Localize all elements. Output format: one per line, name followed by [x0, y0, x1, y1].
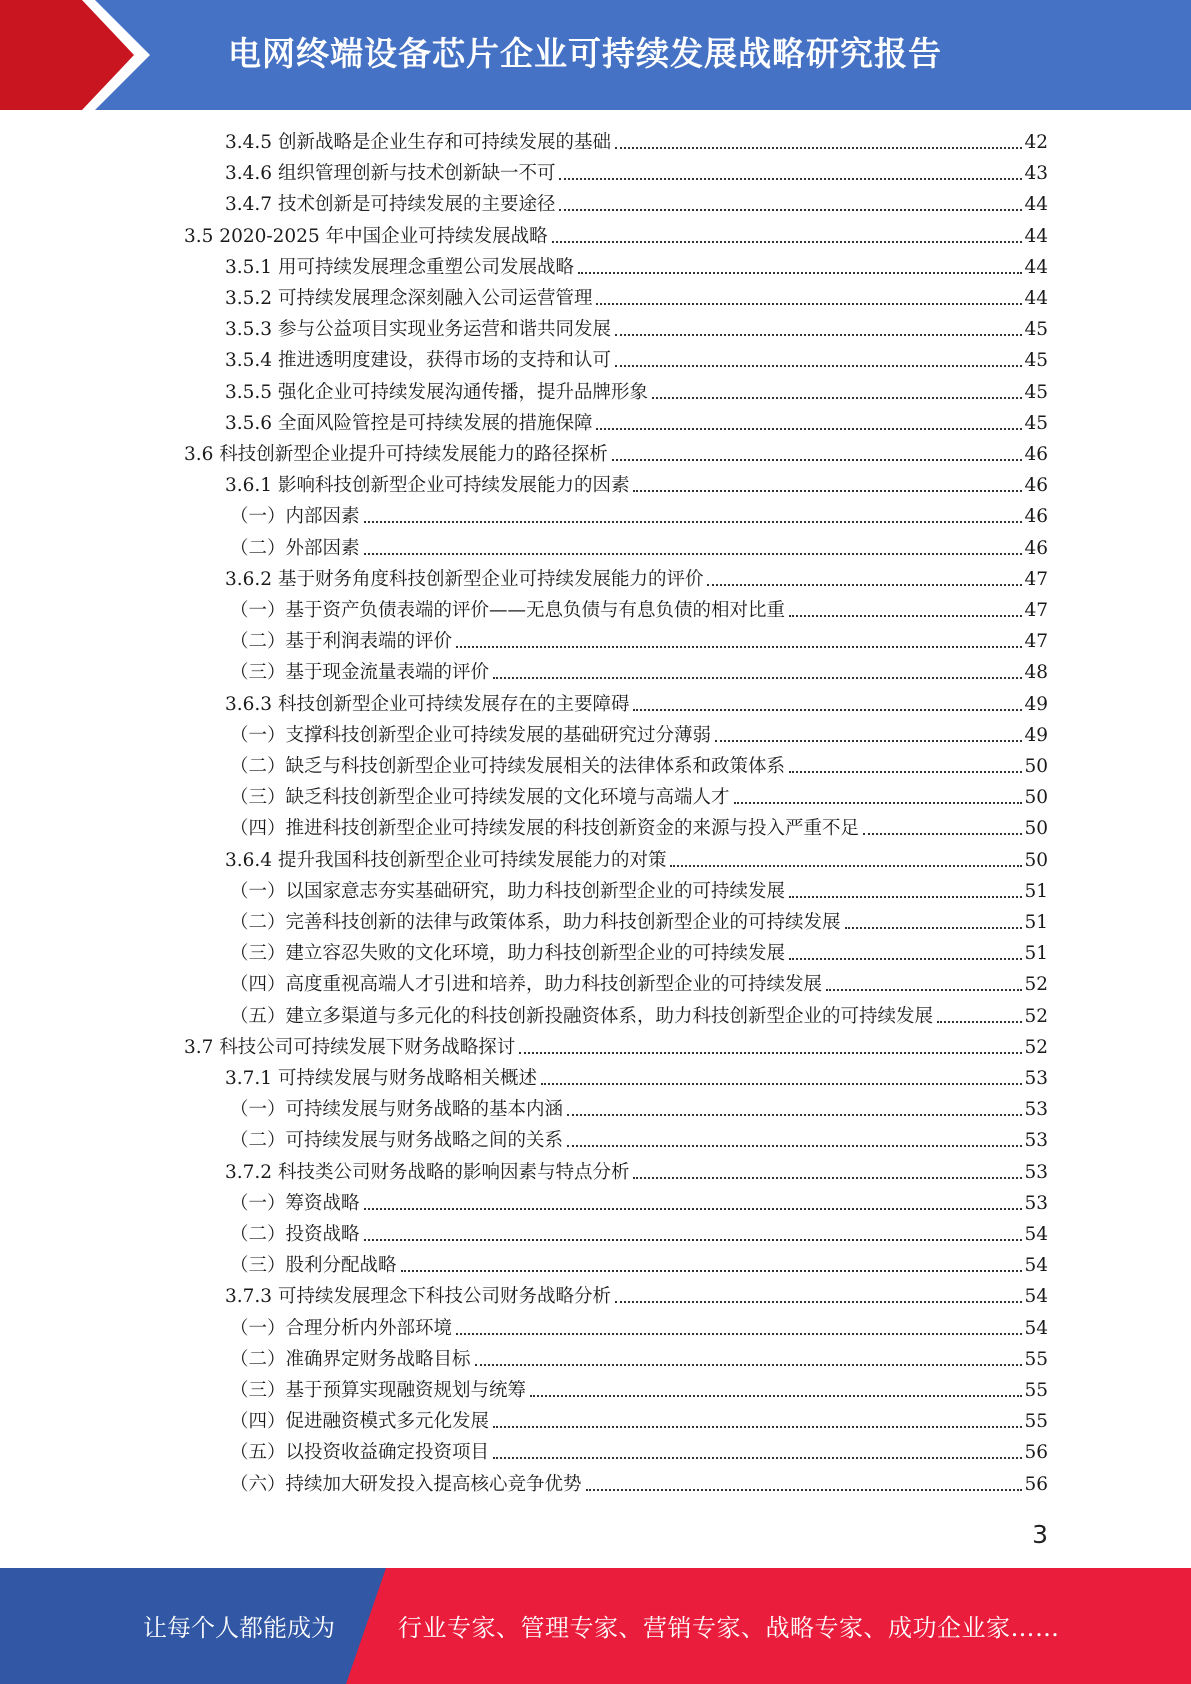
toc-entry-page: 44 [1024, 288, 1048, 309]
toc-entry[interactable] [225, 1063, 1048, 1094]
toc-entry-title: 3.4.6 组织管理创新与技术创新缺一不可 [225, 163, 556, 185]
toc-entry[interactable] [225, 470, 1048, 501]
toc-entry[interactable] [225, 1281, 1048, 1312]
toc-entry[interactable] [225, 283, 1048, 314]
toc-entry-title: （二）缺乏与科技创新型企业可持续发展相关的法律体系和政策体系 [230, 756, 786, 777]
toc-entry-title: （二）基于利润表端的评价 [230, 631, 453, 653]
toc-entry-title: （三）股利分配战略 [230, 1255, 397, 1277]
toc-entry-page: 47 [1024, 568, 1048, 590]
toc-entry-title: （三）建立容忍失败的文化环境，助力科技创新型企业的可持续发展 [230, 943, 786, 965]
toc-dot-leader [530, 1394, 1022, 1397]
toc-entry[interactable] [225, 158, 1048, 189]
toc-entry-title: 3.6 科技创新型企业提升可持续发展能力的路径探析 [184, 444, 608, 465]
toc-dot-leader [670, 864, 1022, 867]
toc-entry-title: （一）筹资战略 [230, 1192, 360, 1214]
toc-dot-leader [475, 1363, 1023, 1366]
toc-dot-leader [364, 1207, 1023, 1210]
toc-entry[interactable] [230, 720, 1048, 751]
toc-dot-leader [364, 1238, 1023, 1241]
toc-entry[interactable] [225, 252, 1048, 283]
toc-dot-leader [937, 1020, 1022, 1023]
toc-entry-title: （二）准确界定财务战略目标 [230, 1348, 471, 1370]
toc-entry[interactable] [230, 626, 1048, 657]
toc-entry[interactable] [230, 1469, 1048, 1500]
toc-entry[interactable] [230, 595, 1048, 626]
toc-dot-leader [845, 926, 1023, 929]
toc-dot-leader [456, 645, 1022, 648]
toc-entry[interactable] [230, 501, 1048, 532]
toc-entry-page: 47 [1024, 600, 1048, 621]
toc-dot-leader [567, 1144, 1022, 1147]
toc-entry[interactable] [230, 1344, 1048, 1375]
toc-entry[interactable] [230, 1125, 1048, 1156]
toc-entry[interactable] [230, 1375, 1048, 1406]
toc-dot-leader [364, 552, 1023, 555]
toc-entry-page: 50 [1024, 849, 1048, 871]
toc-entry-page: 42 [1024, 132, 1048, 153]
toc-entry[interactable] [225, 564, 1048, 595]
toc-entry-page: 47 [1024, 631, 1048, 653]
toc-entry[interactable] [230, 1001, 1048, 1032]
toc-dot-leader [789, 957, 1022, 960]
toc-dot-leader [615, 364, 1022, 367]
toc-dot-leader [364, 520, 1023, 523]
toc-entry[interactable] [230, 938, 1048, 969]
toc-dot-leader [596, 302, 1022, 305]
toc-dot-leader [633, 708, 1022, 711]
toc-dot-leader [789, 614, 1022, 617]
toc-entry-title: （三）基于现金流量表端的评价 [230, 662, 490, 684]
toc-entry[interactable] [225, 845, 1048, 876]
toc-entry-page: 45 [1024, 381, 1048, 403]
toc-entry[interactable] [225, 689, 1048, 720]
toc-entry-page: 46 [1024, 506, 1048, 528]
toc-entry-title: 3.5.2 可持续发展理念深刻融入公司运营管理 [225, 288, 593, 309]
toc-entry[interactable] [230, 1188, 1048, 1219]
toc-entry[interactable] [230, 657, 1048, 688]
toc-entry-title: （四）推进科技创新型企业可持续发展的科技创新资金的来源与投入严重不足 [230, 818, 860, 840]
toc-entry-title: （四）促进融资模式多元化发展 [230, 1411, 490, 1433]
toc-entry-title: 3.6.1 影响科技创新型企业可持续发展能力的因素 [225, 475, 630, 497]
toc-dot-leader [401, 1269, 1023, 1272]
toc-entry-page: 56 [1024, 1442, 1048, 1464]
toc-entry-title: （五）建立多渠道与多元化的科技创新投融资体系，助力科技创新型企业的可持续发展 [230, 1005, 934, 1027]
toc-dot-leader [633, 1176, 1022, 1179]
toc-entry[interactable] [230, 876, 1048, 907]
toc-dot-leader [559, 177, 1022, 180]
toc-entry-page: 53 [1024, 1130, 1048, 1152]
toc-dot-leader [456, 1332, 1022, 1335]
toc-entry-page: 46 [1024, 475, 1048, 497]
footer-slogan-left: 让每个人都能成为 [143, 1614, 335, 1642]
toc-dot-leader [519, 1051, 1022, 1054]
toc-entry-page: 53 [1024, 1068, 1048, 1089]
toc-entry[interactable] [225, 127, 1048, 158]
toc-entry-title: （二）可持续发展与财务战略之间的关系 [230, 1130, 564, 1152]
toc-entry-title: 3.6.2 基于财务角度科技创新型企业可持续发展能力的评价 [225, 568, 704, 590]
toc-entry-page: 45 [1024, 412, 1048, 434]
toc-entry-title: （一）合理分析内外部环境 [230, 1317, 453, 1339]
toc-entry[interactable] [230, 813, 1048, 844]
toc-entry-title: 3.7.1 可持续发展与财务战略相关概述 [225, 1068, 537, 1089]
toc-entry-page: 43 [1024, 163, 1048, 185]
toc-entry-page: 46 [1024, 444, 1048, 465]
toc-entry-title: 3.5 2020-2025 年中国企业可持续发展战略 [184, 225, 548, 247]
toc-dot-leader [789, 770, 1022, 773]
toc-entry-page: 55 [1024, 1380, 1048, 1401]
toc-entry-page: 49 [1024, 724, 1048, 746]
toc-entry-page: 52 [1024, 1005, 1048, 1027]
toc-entry-page: 44 [1024, 256, 1048, 278]
toc-entry-title: （一）以国家意志夯实基础研究，助力科技创新型企业的可持续发展 [230, 880, 786, 902]
toc-entry-title: （一）内部因素 [230, 506, 360, 528]
toc-dot-leader [615, 146, 1022, 149]
toc-entry-page: 54 [1024, 1224, 1048, 1245]
page-footer [0, 1568, 1191, 1684]
toc-dot-leader [552, 240, 1023, 243]
toc-entry-page: 46 [1024, 537, 1048, 559]
toc-entry[interactable] [184, 221, 1048, 252]
report-title: 电网终端设备芯片企业可持续发展战略研究报告 [228, 34, 942, 73]
toc-entry[interactable] [225, 189, 1048, 220]
toc-entry-title: 3.5.3 参与公益项目实现业务运营和谐共同发展 [225, 319, 611, 341]
toc-entry[interactable] [230, 1437, 1048, 1468]
toc-entry-page: 53 [1024, 1192, 1048, 1214]
toc-dot-leader [596, 427, 1022, 430]
toc-entry-title: （一）支撑科技创新型企业可持续发展的基础研究过分薄弱 [230, 724, 712, 746]
toc-entry-title: （六）持续加大研发投入提高核心竞争优势 [230, 1473, 582, 1495]
toc-entry[interactable] [230, 533, 1048, 564]
toc-entry[interactable] [225, 345, 1048, 376]
toc-dot-leader [567, 1113, 1022, 1116]
toc-entry[interactable] [230, 1094, 1048, 1125]
toc-entry-page: 50 [1024, 818, 1048, 840]
toc-entry-page: 53 [1024, 1161, 1048, 1183]
toc-entry-title: 3.4.7 技术创新是可持续发展的主要途径 [225, 194, 556, 216]
toc-dot-leader [586, 1488, 1023, 1491]
toc-entry-title: （一）基于资产负债表端的评价——无息负债与有息负债的相对比重 [230, 600, 786, 621]
page-header [0, 0, 1191, 110]
toc-dot-leader [615, 1300, 1022, 1303]
toc-entry-page: 50 [1024, 756, 1048, 777]
toc-entry-page: 54 [1024, 1317, 1048, 1339]
toc-entry-title: 3.7.3 可持续发展理念下科技公司财务战略分析 [225, 1286, 611, 1308]
toc-dot-leader [493, 1456, 1022, 1459]
toc-entry[interactable] [230, 1406, 1048, 1437]
toc-entry-title: （一）可持续发展与财务战略的基本内涵 [230, 1099, 564, 1121]
toc-entry-title: 3.7 科技公司可持续发展下财务战略探讨 [184, 1036, 516, 1058]
toc-entry-title: （三）缺乏科技创新型企业可持续发展的文化环境与高端人才 [230, 787, 730, 809]
toc-entry[interactable] [184, 1032, 1048, 1063]
toc-entry-title: 3.6.4 提升我国科技创新型企业可持续发展能力的对策 [225, 849, 667, 871]
toc-entry[interactable] [230, 1313, 1048, 1344]
toc-dot-leader [789, 895, 1022, 898]
toc-entry[interactable] [230, 782, 1048, 813]
toc-entry-page: 50 [1024, 787, 1048, 809]
toc-entry-title: 3.5.5 强化企业可持续发展沟通传播，提升品牌形象 [225, 381, 648, 403]
toc-dot-leader [493, 676, 1022, 679]
toc-entry-title: （二）完善科技创新的法律与政策体系，助力科技创新型企业的可持续发展 [230, 912, 841, 933]
toc-entry-title: 3.6.3 科技创新型企业可持续发展存在的主要障碍 [225, 693, 630, 715]
toc-entry-title: （四）高度重视高端人才引进和培养，助力科技创新型企业的可持续发展 [230, 974, 823, 996]
toc-entry-title: 3.5.4 推进透明度建设，获得市场的支持和认可 [225, 350, 611, 372]
toc-entry-page: 51 [1024, 943, 1048, 965]
toc-entry[interactable] [225, 377, 1048, 408]
toc-entry-page: 45 [1024, 319, 1048, 341]
toc-entry[interactable] [225, 314, 1048, 345]
toc-entry-page: 44 [1024, 194, 1048, 216]
toc-entry-page: 55 [1024, 1348, 1048, 1370]
toc-entry-title: （二）投资战略 [230, 1224, 360, 1245]
toc-dot-leader [615, 333, 1022, 336]
toc-entry[interactable] [225, 1157, 1048, 1188]
toc-entry[interactable] [184, 439, 1048, 470]
toc-entry-page: 52 [1024, 974, 1048, 996]
toc-entry-page: 56 [1024, 1473, 1048, 1495]
toc-dot-leader [493, 1425, 1022, 1428]
toc-dot-leader [715, 739, 1022, 742]
toc-entry-title: 3.7.2 科技类公司财务战略的影响因素与特点分析 [225, 1161, 630, 1183]
page-number: 3 [1032, 1520, 1048, 1549]
toc-entry-page: 51 [1024, 880, 1048, 902]
toc-dot-leader [826, 988, 1022, 991]
toc-entry-page: 45 [1024, 350, 1048, 372]
toc-entry-page: 48 [1024, 662, 1048, 684]
toc-entry-title: 3.5.1 用可持续发展理念重塑公司发展战略 [225, 256, 574, 278]
toc-entry[interactable] [225, 408, 1048, 439]
toc-dot-leader [707, 583, 1022, 586]
toc-entry-page: 49 [1024, 693, 1048, 715]
footer-slogan-right: 行业专家、管理专家、营销专家、战略专家、成功企业家…… [398, 1614, 1060, 1642]
toc-dot-leader [559, 208, 1022, 211]
toc-entry-page: 51 [1024, 912, 1048, 933]
header-red-arrow-decoration [0, 0, 150, 110]
toc-dot-leader [633, 489, 1022, 492]
toc-entry-title: （五）以投资收益确定投资项目 [230, 1442, 490, 1464]
toc-dot-leader [578, 271, 1022, 274]
toc-entry[interactable] [230, 1219, 1048, 1250]
toc-dot-leader [734, 801, 1023, 804]
toc-dot-leader [612, 458, 1023, 461]
toc-entry-title: （三）基于预算实现融资规划与统筹 [230, 1380, 527, 1401]
toc-entry-page: 44 [1024, 225, 1048, 247]
toc-entry-page: 54 [1024, 1255, 1048, 1277]
toc-entry-page: 54 [1024, 1286, 1048, 1308]
toc-dot-leader [652, 396, 1022, 399]
toc-entry-title: 3.4.5 创新战略是企业生存和可持续发展的基础 [225, 132, 611, 153]
toc-entry-page: 53 [1024, 1099, 1048, 1121]
toc-dot-leader [541, 1082, 1022, 1085]
toc-dot-leader [863, 832, 1022, 835]
toc-entry[interactable] [230, 751, 1048, 782]
toc-entry[interactable] [230, 969, 1048, 1000]
toc-entry-page: 52 [1024, 1036, 1048, 1058]
toc-entry[interactable] [230, 907, 1048, 938]
toc-entry[interactable] [230, 1250, 1048, 1281]
toc-entry-title: 3.5.6 全面风险管控是可持续发展的措施保障 [225, 412, 593, 434]
toc-entry-title: （二）外部因素 [230, 537, 360, 559]
toc-entry-page: 55 [1024, 1411, 1048, 1433]
